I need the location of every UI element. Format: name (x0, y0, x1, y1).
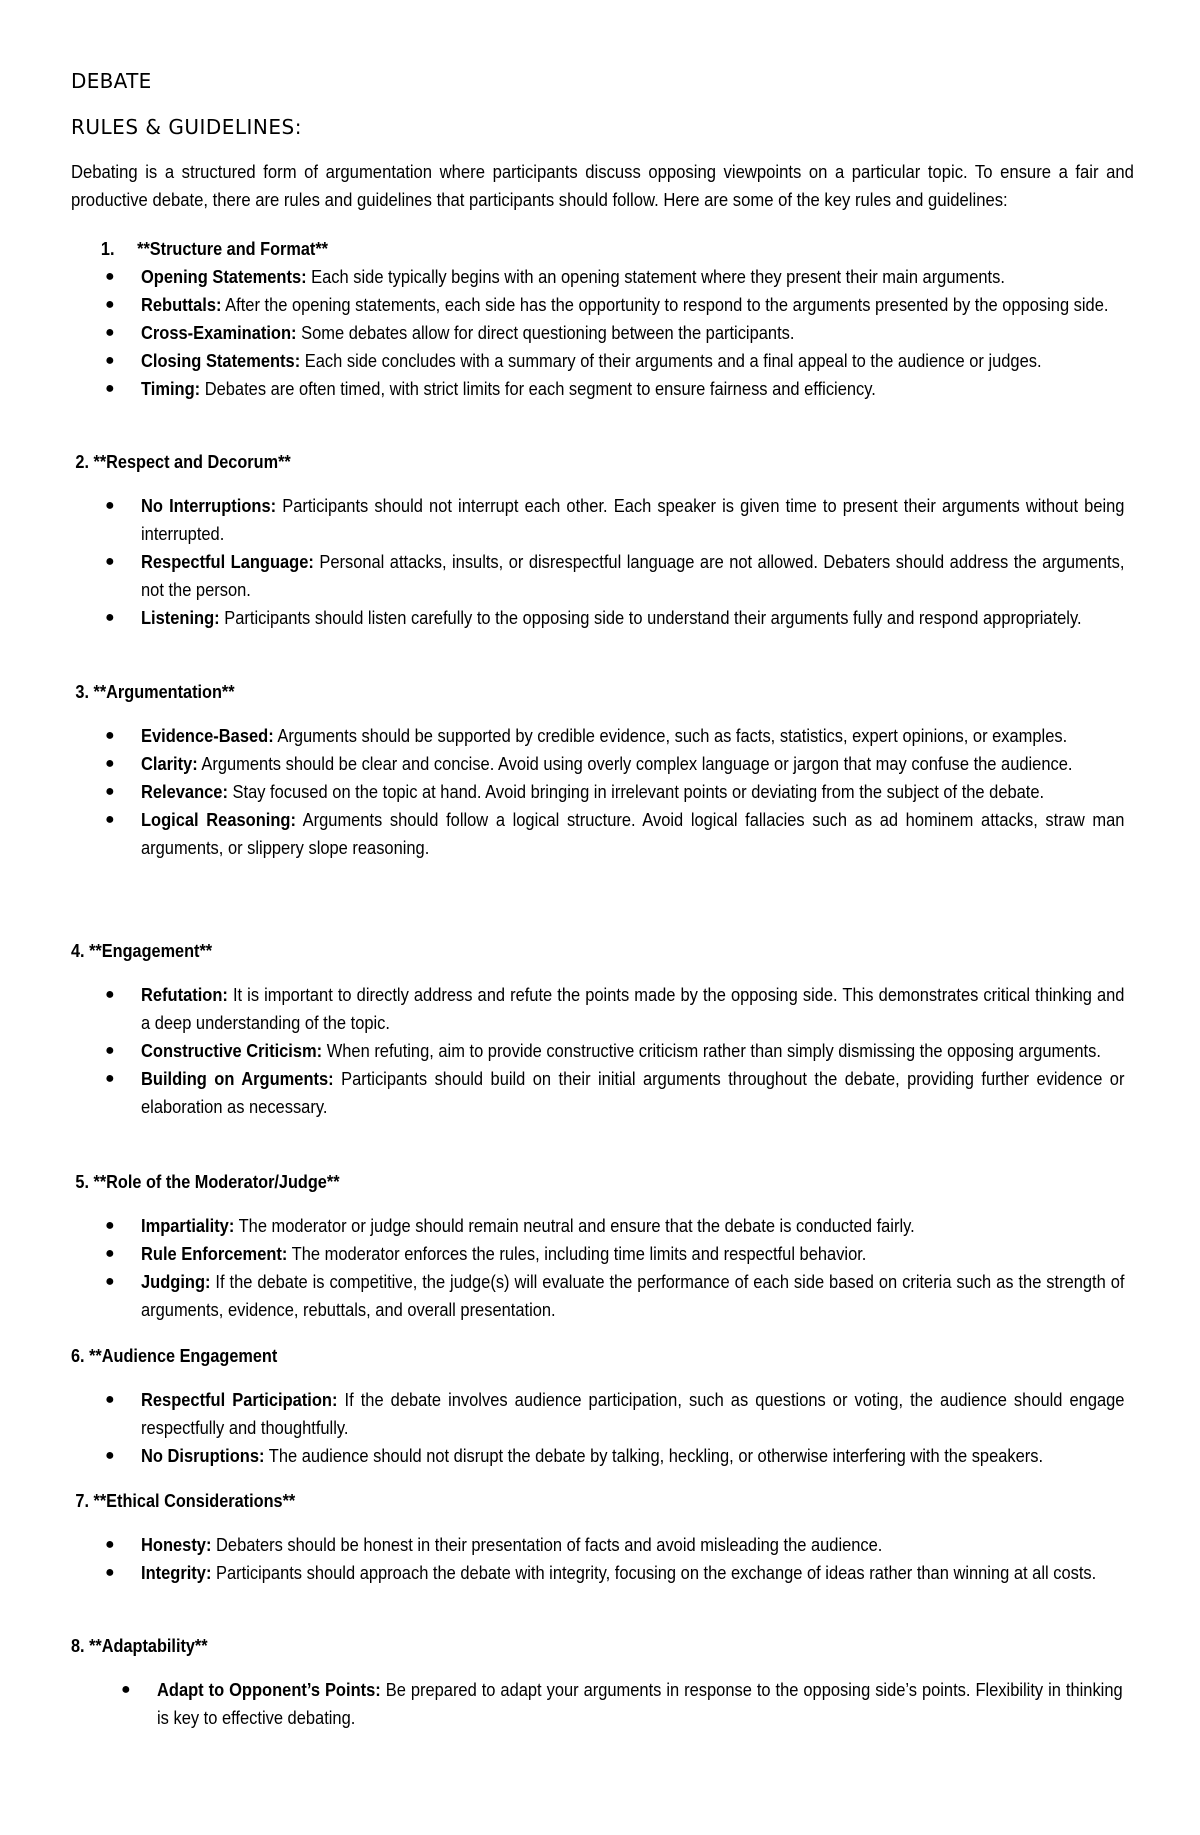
item-text: Participants should build on their initial arguments throughout the debate, providing further evidence or elaboration as necessary. (141, 1068, 1125, 1117)
item-term: Clarity: (141, 753, 198, 774)
bullet-icon: ● (105, 296, 115, 313)
list-item (71, 806, 1134, 862)
list-item (71, 492, 1134, 548)
document-title: DEBATE (71, 69, 152, 93)
list-item (71, 548, 1134, 604)
bullet-icon: ● (105, 1536, 115, 1553)
bullet-icon: ● (105, 352, 115, 369)
list-item (71, 1212, 1134, 1240)
item-term: Respectful Participation: (141, 1389, 338, 1410)
section-heading: 8. **Adaptability** (71, 1635, 208, 1656)
bullet-icon: ● (105, 1245, 115, 1262)
item-term: Relevance: (141, 781, 228, 802)
section-heading: 5. **Role of the Moderator/Judge** (75, 1171, 340, 1192)
item-term: Refutation: (141, 984, 228, 1005)
bullet-icon: ● (105, 783, 115, 800)
item-text: After the opening statements, each side has the opportunity to respond to the arguments presented by the opposing side. (221, 294, 1109, 315)
item-term: Timing: (141, 378, 201, 399)
section-heading: 2. **Respect and Decorum** (75, 451, 291, 472)
bullet-icon: ● (105, 986, 115, 1003)
item-term: Evidence-Based: (141, 725, 274, 746)
item-text: Arguments should follow a logical structure. Avoid logical fallacies such as ad hominem attacks, straw man arguments, or slippery slope reasoning. (141, 809, 1125, 858)
item-text: Stay focused on the topic at hand. Avoid bringing in irrelevant points or deviating from the subject of the debate. (227, 781, 1045, 802)
bullet-list (71, 1386, 1134, 1470)
item-text: Be prepared to adapt your arguments in response to the opposing side’s points. Flexibility in thinking is key to effective debating. (157, 1679, 1123, 1728)
section-heading: 6. **Audience Engagement (71, 1345, 278, 1366)
list-item (71, 778, 1134, 806)
bullet-list (71, 492, 1134, 632)
item-term: Building on Arguments: (141, 1068, 334, 1089)
item-text: Each side concludes with a summary of their arguments and a final appeal to the audience or judges. (300, 350, 1042, 371)
item-term: Rebuttals: (141, 294, 222, 315)
bullet-icon: ● (105, 268, 115, 285)
item-term: Closing Statements: (141, 350, 301, 371)
item-text: The audience should not disrupt the debate by talking, heckling, or otherwise interfering with the speakers. (264, 1445, 1044, 1466)
bullet-icon: ● (105, 497, 115, 514)
item-text: If the debate involves audience participation, such as questions or voting, the audience should engage respectfully and thoughtfully. (141, 1389, 1125, 1438)
item-text: If the debate is competitive, the judge(s) will evaluate the performance of each side based on criteria such as the strength of arguments, evidence, rebuttals, and overall presentation. (141, 1271, 1125, 1320)
bullet-icon: ● (105, 1217, 115, 1234)
item-text: Participants should listen carefully to the opposing side to understand their arguments fully and respond appropriately. (219, 607, 1082, 628)
bullet-icon: ● (105, 1447, 115, 1464)
item-text: Participants should not interrupt each other. Each speaker is given time to present their arguments without being interrupted. (141, 495, 1125, 544)
item-text: Arguments should be supported by credible evidence, such as facts, statistics, expert opinions, or examples. (273, 725, 1068, 746)
bullet-list (71, 1212, 1134, 1324)
section-engagement (71, 937, 1134, 1121)
list-item (71, 604, 1134, 632)
bullet-icon: ● (121, 1681, 131, 1698)
bullet-list (71, 263, 1134, 403)
list-item (71, 1386, 1134, 1442)
section-ethical-considerations (71, 1487, 1134, 1587)
list-item (71, 1531, 1134, 1559)
item-term: Cross-Examination: (141, 322, 297, 343)
intro-paragraph: Debating is a structured form of argumentation where participants discuss opposing viewpoints on a particular topic. To ensure a fair and productive debate, there are rules and guidelines that participants should follow. Here are some of the key rules and guidelines: (71, 161, 1134, 210)
item-term: Rule Enforcement: (141, 1243, 288, 1264)
list-item (71, 1676, 1134, 1732)
item-term: Constructive Criticism: (141, 1040, 323, 1061)
section-heading: 4. **Engagement** (71, 940, 213, 961)
list-item (71, 375, 1134, 403)
item-text: When refuting, aim to provide constructive criticism rather than simply dismissing the opposing arguments. (322, 1040, 1101, 1061)
bullet-list (71, 1531, 1134, 1587)
item-term: No Disruptions: (141, 1445, 265, 1466)
section-argumentation (71, 678, 1134, 862)
bullet-list (71, 722, 1134, 862)
item-text: Arguments should be clear and concise. Avoid using overly complex language or jargon that may confuse the audience. (197, 753, 1073, 774)
item-term: Integrity: (141, 1562, 212, 1583)
bullet-list (71, 1676, 1134, 1732)
bullet-icon: ● (105, 380, 115, 397)
item-text: The moderator or judge should remain neutral and ensure that the debate is conducted fairly. (234, 1215, 915, 1236)
item-text: Debates are often timed, with strict limits for each segment to ensure fairness and efficiency. (200, 378, 876, 399)
section-respect-and-decorum (71, 448, 1134, 632)
section-heading: 1. **Structure and Format** (100, 238, 329, 259)
section-adaptability (71, 1632, 1134, 1732)
list-item (71, 1240, 1134, 1268)
item-text: Participants should approach the debate with integrity, focusing on the exchange of ideas rather than winning at all costs. (211, 1562, 1097, 1583)
item-term: Opening Statements: (141, 266, 307, 287)
bullet-icon: ● (105, 1391, 115, 1408)
section-role-of-moderator-judge (71, 1168, 1134, 1324)
item-term: Logical Reasoning: (141, 809, 296, 830)
bullet-icon: ● (105, 1273, 115, 1290)
list-item (71, 263, 1134, 291)
list-item (71, 981, 1134, 1037)
bullet-icon: ● (105, 609, 115, 626)
item-term: Listening: (141, 607, 220, 628)
bullet-list (71, 981, 1134, 1121)
item-term: Judging: (141, 1271, 211, 1292)
item-term: Impartiality: (141, 1215, 235, 1236)
document-subtitle: RULES & GUIDELINES: (71, 115, 302, 139)
bullet-icon: ● (105, 755, 115, 772)
list-item (71, 1559, 1134, 1587)
bullet-icon: ● (105, 1042, 115, 1059)
bullet-icon: ● (105, 324, 115, 341)
list-item (71, 347, 1134, 375)
item-term: No Interruptions: (141, 495, 277, 516)
bullet-icon: ● (105, 1070, 115, 1087)
list-item (71, 1037, 1134, 1065)
item-term: Honesty: (141, 1534, 212, 1555)
item-text: Personal attacks, insults, or disrespectful language are not allowed. Debaters should address the arguments, not the person. (141, 551, 1125, 600)
list-item (71, 1442, 1134, 1470)
list-item (71, 319, 1134, 347)
list-item (71, 291, 1134, 319)
section-heading: 7. **Ethical Considerations** (75, 1490, 296, 1511)
item-text: It is important to directly address and refute the points made by the opposing side. This demonstrates critical thinking and a deep understanding of the topic. (141, 984, 1125, 1033)
item-term: Adapt to Opponent’s Points: (157, 1679, 381, 1700)
list-item (71, 750, 1134, 778)
bullet-icon: ● (105, 811, 115, 828)
item-text: Each side typically begins with an opening statement where they present their main arguments. (306, 266, 1005, 287)
section-structure-and-format (71, 235, 1134, 403)
item-text: Some debates allow for direct questioning between the participants. (296, 322, 795, 343)
item-text: The moderator enforces the rules, including time limits and respectful behavior. (287, 1243, 867, 1264)
bullet-icon: ● (105, 553, 115, 570)
bullet-icon: ● (105, 727, 115, 744)
bullet-icon: ● (105, 1564, 115, 1581)
item-term: Respectful Language: (141, 551, 314, 572)
list-item (71, 722, 1134, 750)
section-heading: 3. **Argumentation** (75, 681, 235, 702)
list-item (71, 1268, 1134, 1324)
section-audience-engagement (71, 1342, 1134, 1470)
list-item (71, 1065, 1134, 1121)
item-text: Debaters should be honest in their presentation of facts and avoid misleading the audience. (211, 1534, 883, 1555)
